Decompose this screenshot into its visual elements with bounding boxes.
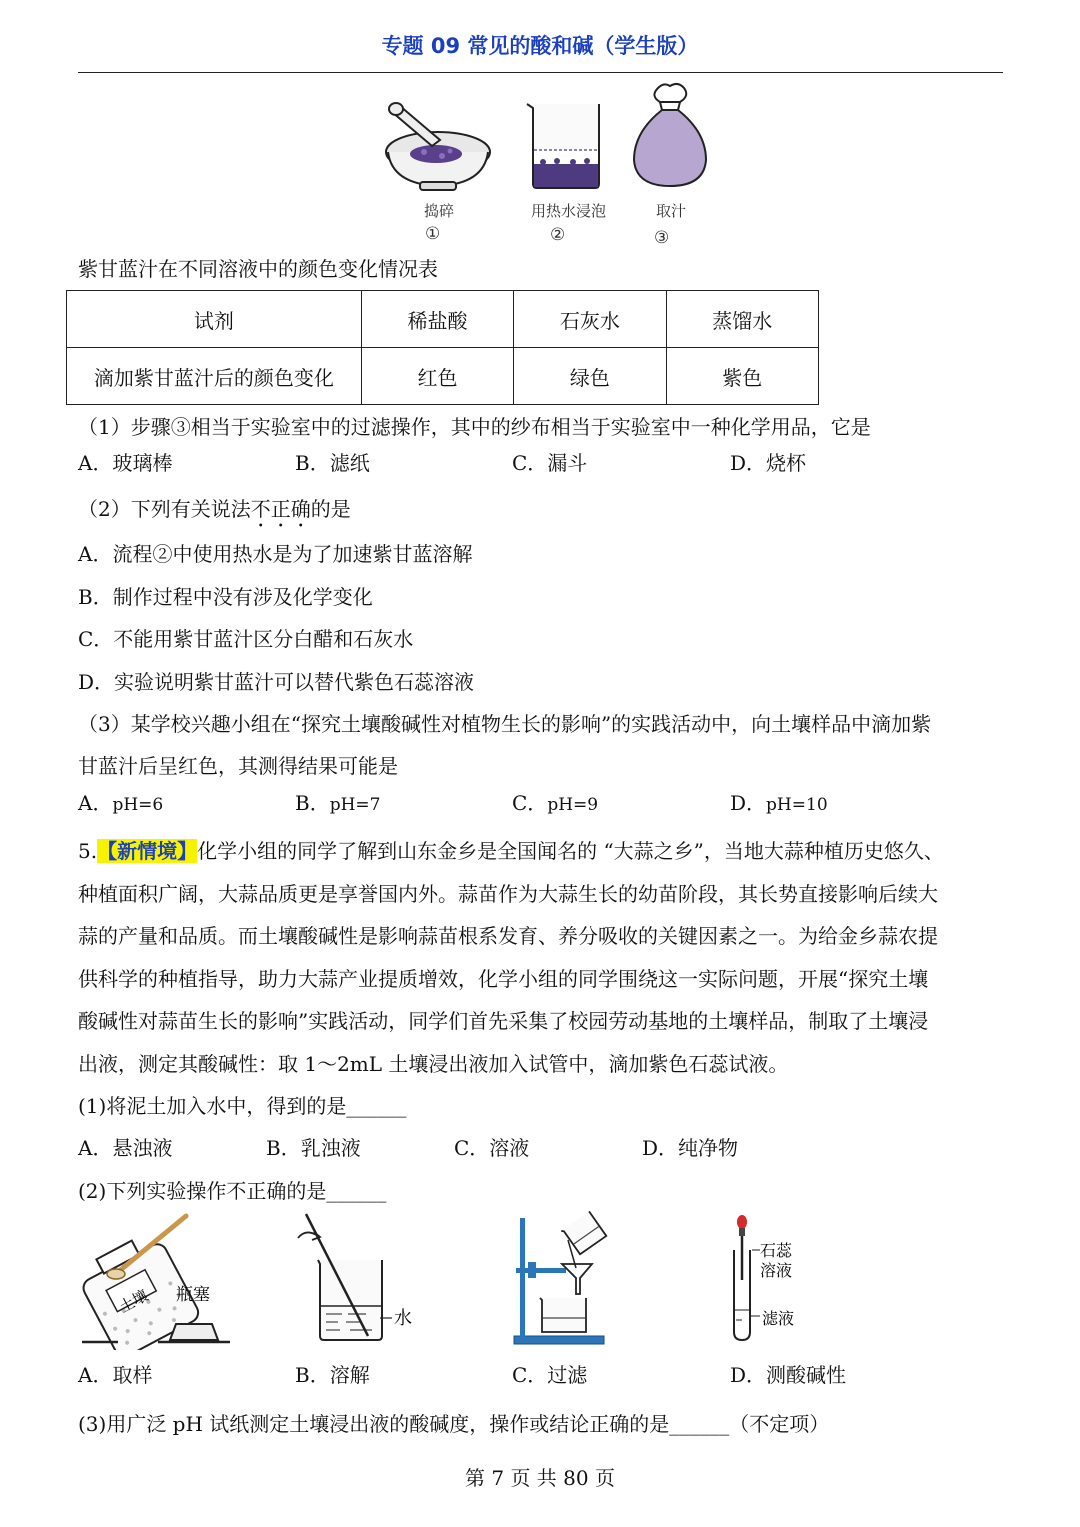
- q5-sub1-stem: (1)将泥土加入水中，得到的是______: [78, 1094, 407, 1118]
- q5-sub2-option-c: C．过滤: [512, 1363, 588, 1387]
- q5-sub2-option-b: B．溶解: [295, 1363, 370, 1387]
- beaker-soak-figure: [521, 98, 611, 193]
- q1-option-b: B．滤纸: [295, 451, 370, 475]
- q5-line: 出液，测定其酸碱性：取 1～2mL 土壤浸出液加入试管中，滴加紫色石蕊试液。: [78, 1052, 789, 1076]
- q3-option-letter: D．: [730, 791, 767, 815]
- page-header-title: 专题 09 常见的酸和碱（学生版）: [381, 34, 699, 58]
- q3-stem-line2: 甘蓝汁后呈红色，其测得结果可能是: [78, 754, 398, 778]
- q3-option-letter: B．: [295, 791, 330, 815]
- table-header-cell: 蒸馏水: [666, 291, 818, 348]
- step2-num: ②: [550, 225, 566, 245]
- q5-line1-text: 化学小组的同学了解到山东金乡是全国闻名的 “大蒜之乡”，当地大蒜种植历史悠久、: [197, 839, 944, 863]
- q5-sub2-option-d: D．测酸碱性: [730, 1363, 847, 1387]
- q5-line: 蒜的产量和品质。而土壤酸碱性是影响蒜苗根系发育、养分吸收的关键因素之一。为给金乡蒜农提: [78, 924, 938, 948]
- q1-stem: （1）步骤③相当于实验室中的过滤操作，其中的纱布相当于实验室中一种化学用品，它是: [78, 415, 871, 439]
- q5-sub2-option-a: A．取样: [78, 1363, 153, 1387]
- q5-sub1-option-b: B．乳浊液: [266, 1136, 361, 1160]
- table-header-row: [67, 291, 819, 348]
- header-rule: [78, 72, 1003, 73]
- mortar-pestle-figure: [378, 100, 498, 195]
- table-header-cell: 稀盐酸: [361, 291, 513, 348]
- q2-stem-emphasis: 不正确: [250, 497, 311, 521]
- table-cell: 绿色: [514, 348, 666, 405]
- table-row: [67, 348, 819, 405]
- q3-option-letter: A．: [78, 791, 113, 815]
- q2-option-c: C．不能用紫甘蓝汁区分白醋和石灰水: [78, 627, 414, 651]
- q5-sub1-option-d: D．纯净物: [642, 1136, 739, 1160]
- q5-sub1-option-a: A．悬浊液: [78, 1136, 173, 1160]
- step2-label: 用热水浸泡: [531, 202, 607, 220]
- q5-sub3-stem: (3)用广泛 pH 试纸测定土壤浸出液的酸碱度，操作或结论正确的是______（不定项）: [78, 1412, 830, 1436]
- q2-stem: [78, 496, 351, 532]
- q3-option-b: [295, 790, 380, 818]
- fig-label-stopper: 瓶塞: [176, 1285, 210, 1305]
- q3-option-d: [730, 790, 828, 818]
- q3-stem-line1: （3）某学校兴趣小组在“探究土壤酸碱性对植物生长的影响”的实践活动中，向土壤样品中滴加紫: [78, 712, 932, 736]
- q1-option-c: C．漏斗: [512, 451, 588, 475]
- table-cell: 红色: [361, 348, 513, 405]
- step1-num: ①: [425, 224, 441, 244]
- q5-number: 5.: [78, 839, 98, 863]
- q5-sub2-stem: (2)下列实验操作不正确的是______: [78, 1179, 387, 1203]
- fig-label-water: 水: [394, 1308, 412, 1329]
- fig-label-filtrate: 滤液: [762, 1309, 795, 1328]
- table-cell: 紫色: [666, 348, 818, 405]
- fig-label-litmus-1: 石蕊: [760, 1241, 793, 1260]
- litmus-test-figure: [728, 1210, 838, 1350]
- fig-label-soil: 土壤: [116, 1286, 152, 1317]
- q1-option-d: D．烧杯: [730, 451, 807, 475]
- fig-label-litmus-2: 溶液: [760, 1261, 793, 1280]
- q3-option-value: pH=6: [112, 795, 164, 815]
- table-caption: 紫甘蓝汁在不同溶液中的颜色变化情况表: [78, 257, 438, 281]
- page-footer: 第 7 页 共 80 页: [465, 1466, 615, 1490]
- q2-stem-pre: （2）下列有关说法: [78, 497, 251, 521]
- q1-option-a: A．玻璃棒: [78, 451, 173, 475]
- cloth-bag-figure: [630, 82, 710, 192]
- q5-line: 种植面积广阔，大蒜品质更是享誉国内外。蒜苗作为大蒜生长的幼苗阶段，其长势直接影响后续大: [78, 882, 938, 906]
- q5-sub1-option-c: C．溶液: [454, 1136, 530, 1160]
- dissolving-figure: [292, 1210, 422, 1350]
- q2-option-b: B．制作过程中没有涉及化学变化: [78, 585, 373, 609]
- q5-line: 供科学的种植指导，助力大蒜产业提质增效，化学小组的同学围绕这一实际问题，开展“探究土壤: [78, 967, 929, 991]
- q3-option-value: pH=9: [547, 795, 599, 815]
- sampling-figure: [78, 1210, 238, 1350]
- q5-line1: [78, 838, 944, 864]
- q2-stem-post: 的是: [310, 497, 351, 521]
- q3-option-c: [512, 790, 598, 818]
- filtration-figure: [510, 1210, 620, 1350]
- step1-label: 捣碎: [424, 202, 455, 220]
- q3-option-value: pH=7: [329, 795, 381, 815]
- step3-num: ③: [654, 228, 670, 248]
- color-change-table: [66, 290, 819, 405]
- q3-option-a: [78, 790, 163, 818]
- q3-option-value: pH=10: [766, 795, 828, 815]
- q2-option-d: D．实验说明紫甘蓝汁可以替代紫色石蕊溶液: [78, 670, 475, 694]
- table-header-cell: 石灰水: [514, 291, 666, 348]
- q5-tag-badge: 【新情境】: [97, 839, 198, 863]
- q3-option-letter: C．: [512, 791, 548, 815]
- step3-label: 取汁: [656, 202, 687, 220]
- q2-option-a: A．流程②中使用热水是为了加速紫甘蓝溶解: [78, 542, 473, 566]
- q5-line: 酸碱性对蒜苗生长的影响”实践活动，同学们首先采集了校园劳动基地的土壤样品，制取了土壤浸: [78, 1009, 929, 1033]
- table-cell: 滴加紫甘蓝汁后的颜色变化: [67, 348, 362, 405]
- table-header-cell: 试剂: [67, 291, 362, 348]
